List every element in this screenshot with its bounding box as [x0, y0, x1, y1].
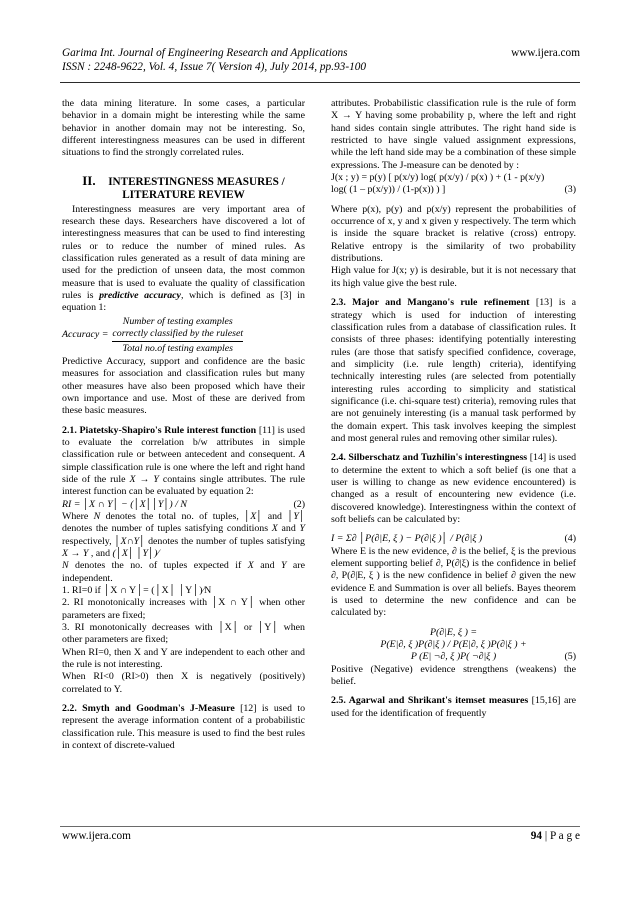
- fraction-bar: [112, 341, 243, 342]
- subsection-2-1-title: 2.1. Piatetsky-Shapiro's Rule interest function: [62, 424, 257, 436]
- eq1-numerator-2: correctly classified by the ruleset: [112, 327, 244, 339]
- journal-title: Garima Int. Journal of Engineering Research and Applications: [62, 47, 348, 59]
- where-paragraph: Where N denotes the total no. of tuples, │X│ and │Y│ denotes the number of tuples satisfying conditions X and Y respectively, │X∩Y│ denotes the number of tuples satisfying X → Y , and (│X│ │Y│)⁄ N denotes the no. of tuples expected if X and Y are independent.: [62, 510, 305, 584]
- intro-paragraph: the data mining literature. In some cases, a particular behavior in a domain might be interesting while the same behavior in another domain may not be interesting. So, different interestingness measures can be used in different situations to find the strongly correlated rules.: [62, 98, 305, 159]
- list-item-2: 2. RI monotonically increases with │X ∩ Y│ when other parameters are fixed;: [62, 597, 305, 621]
- right-column: [331, 98, 576, 720]
- section-heading: [62, 174, 305, 202]
- eq1-lhs: Accuracy =: [62, 329, 109, 341]
- equation-3-line-1: J(x ; y) = p(y) [ p(x/y) log( p(x/y) / p(x) ) + (1 - p(x/y): [331, 172, 545, 184]
- page-footer: [62, 829, 580, 843]
- subsection-2-4: 2.4. Silberschatz and Tuzhilin's interestingness [14] is used to determine the extent to which a soft belief (is one that a user is willing to change as new evidence encountered) is changed as a result of encountering new evidence (i.e. discovered knowledge). Interestingness within the context of soft beliefs can be calculated by:: [331, 452, 577, 525]
- paragraph-probabilities: Where p(x), p(y) and p(x/y) represent the probabilities of occurrence of x, y and x given y respectively. The term which is inside the square bracket is relative (cross) entropy. Relative entropy is the similarity of two probability distributions.: [331, 203, 576, 265]
- paragraph-predictive: Predictive Accuracy, support and confidence are the basic measures for association and classification rules but many other measures have also been proposed which have their own importance and use. Most of these are derived from these basic measures.: [62, 355, 305, 417]
- page-number: 94 | P a g e: [530, 830, 580, 842]
- eq1-denominator: Total no.of testing examples: [122, 342, 233, 354]
- left-column: [62, 98, 305, 752]
- predictive-accuracy-term: predictive accuracy: [99, 290, 181, 302]
- equation-1: [62, 316, 305, 355]
- subsection-2-3: 2.3. Major and Mangano's rule refinement [13] is a strategy which is used for induction of interesting classification rules from a database of classification rules. It consists of three phases: identifying potentially interesting rules (are those that satisfy specified confidence, coverage, and simplicity (i.e. rule length) criteria), identifying technically interesting rules (are selected from potentially interesting rules according to simplicity and statistical significance (i.e. chi-square test) criteria), removing rules that are not genuinely interesting (is a manual task performed by the domain expert. This task involves keeping the simplest and most general rules and removing other similar rules).: [331, 297, 576, 444]
- footer-rule: [60, 826, 580, 827]
- footer-site-link[interactable]: www.ijera.com: [62, 830, 131, 842]
- eq2-number: (2): [293, 498, 305, 510]
- journal-issn: ISSN : 2248-9622, Vol. 4, Issue 7( Version 4), July 2014, pp.93-100: [62, 61, 367, 73]
- subsection-2-4-title: 2.4. Silberschatz and Tuzhilin's interestingness: [331, 452, 528, 464]
- equation-5-line-1: P(∂|E, ξ ) =: [429, 626, 477, 638]
- equation-5-line-2: P(E|∂, ξ )P(∂|ξ ) / P(E|∂, ξ )P(∂|ξ ) +: [380, 639, 527, 651]
- list-item-5: When RI<0 (RI>0) then X is negatively (positively) correlated to Y.: [62, 671, 305, 695]
- eq5-number: (5): [564, 651, 576, 663]
- subsection-2-3-title: 2.3. Major and Mangano's rule refinement: [331, 297, 530, 309]
- eq3-number: (3): [564, 184, 576, 196]
- paragraph-evidence: Where E is the new evidence, ∂ is the belief, ξ is the previous element supporting belief ∂, P(∂|ξ) is the confidence in belief ∂, P(∂|E, ξ ) is the new confidence in belief ∂ given the new evidence E and Summation is over all beliefs. Bayes theorem is used to determine the new confidence and can be calculated by:: [331, 545, 576, 619]
- page-header: [62, 46, 580, 74]
- list-item-4: When RI=0, then X and Y are independent to each other and the rule is not interesting.: [62, 646, 305, 671]
- list-item-1: 1. RI=0 if │X ∩ Y│= (│X│ │Y│)⁄N: [62, 585, 212, 596]
- equation-4: I = Σ∂ │P(∂|E, ξ ) − P(∂|ξ )│ / P(∂|ξ ) (4): [331, 533, 576, 545]
- paragraph-high-value: High value for J(x; y) is desirable, but it is not necessary that its high value give the best rule.: [331, 265, 576, 289]
- paragraph-positive-negative: Positive (Negative) evidence strengthens (weakens) the belief.: [331, 663, 576, 688]
- header-rule: [60, 82, 580, 83]
- eq4-number: (4): [564, 533, 576, 545]
- subsection-2-5-title: 2.5. Agarwal and Shrikant's itemset measures: [331, 695, 529, 707]
- eq1-numerator-1: Number of testing examples: [122, 315, 233, 327]
- section-title: INTERESTINGNESS MEASURES / LITERATURE REVIEW: [108, 175, 285, 201]
- equation-5-line-3: P (E| ¬∂, ξ )P( ¬∂|ξ ) (5): [410, 651, 576, 663]
- paragraph-probabilistic: attributes. Probabilistic classification rule is the rule of form X → Y having some probability p, where the left and right hand sides contain single attributes. The right hand side is restricted to have single valued assignment expressions, while the left hand side may be a combination of these simple expressions. The J-measure can be denoted by :: [331, 98, 576, 171]
- subsection-2-1: 2.1. Piatetsky-Shapiro's Rule interest function [11] is used to evaluate the correlation b/w attributes in simple classification rule or between antecedent and consequent. A simple classification rule is one where the left and right hand side of the rule X → Y contains single attributes. The rule interest function can be evaluated by equation 2:: [62, 424, 306, 498]
- header-site-link[interactable]: www.ijera.com: [511, 47, 580, 59]
- paragraph-interestingness: Interestingness measures are very important area of research these days. Researchers have discovered a lot of interestingness measures that can be used to find interesting rules or to reduce the number of mined rules. As classification rules generated as a result of data mining are used for the prediction of unseen data, the most common measure that is used to evaluate the quality of classification rules is predictive accuracy, which is defined as [3] in equation 1:: [62, 203, 305, 314]
- citation-11[interactable]: [11]: [256, 424, 275, 436]
- equation-2: RI = │X ∩ Y│ − (│X││Y│) / N (2): [62, 498, 305, 510]
- subsection-2-2: 2.2. Smyth and Goodman's J-Measure [12] is used to represent the average information content of a probabilistic classification rule. This measure is used to find the best rules in context of discrete-valued: [62, 703, 306, 752]
- subsection-2-2-title: 2.2. Smyth and Goodman's J-Measure: [62, 703, 235, 715]
- subsection-2-5: 2.5. Agarwal and Shrikant's itemset measures [15,16] are used for the identification of frequently: [331, 695, 577, 719]
- equation-3-line-2: log( (1 – p(x/y)) / (1-p(x)) ) ] (3): [331, 184, 576, 196]
- list-item-3: 3. RI monotonically decreases with │X│ or │Y│ when other parameters are fixed;: [62, 622, 305, 646]
- section-number: II.: [82, 172, 96, 188]
